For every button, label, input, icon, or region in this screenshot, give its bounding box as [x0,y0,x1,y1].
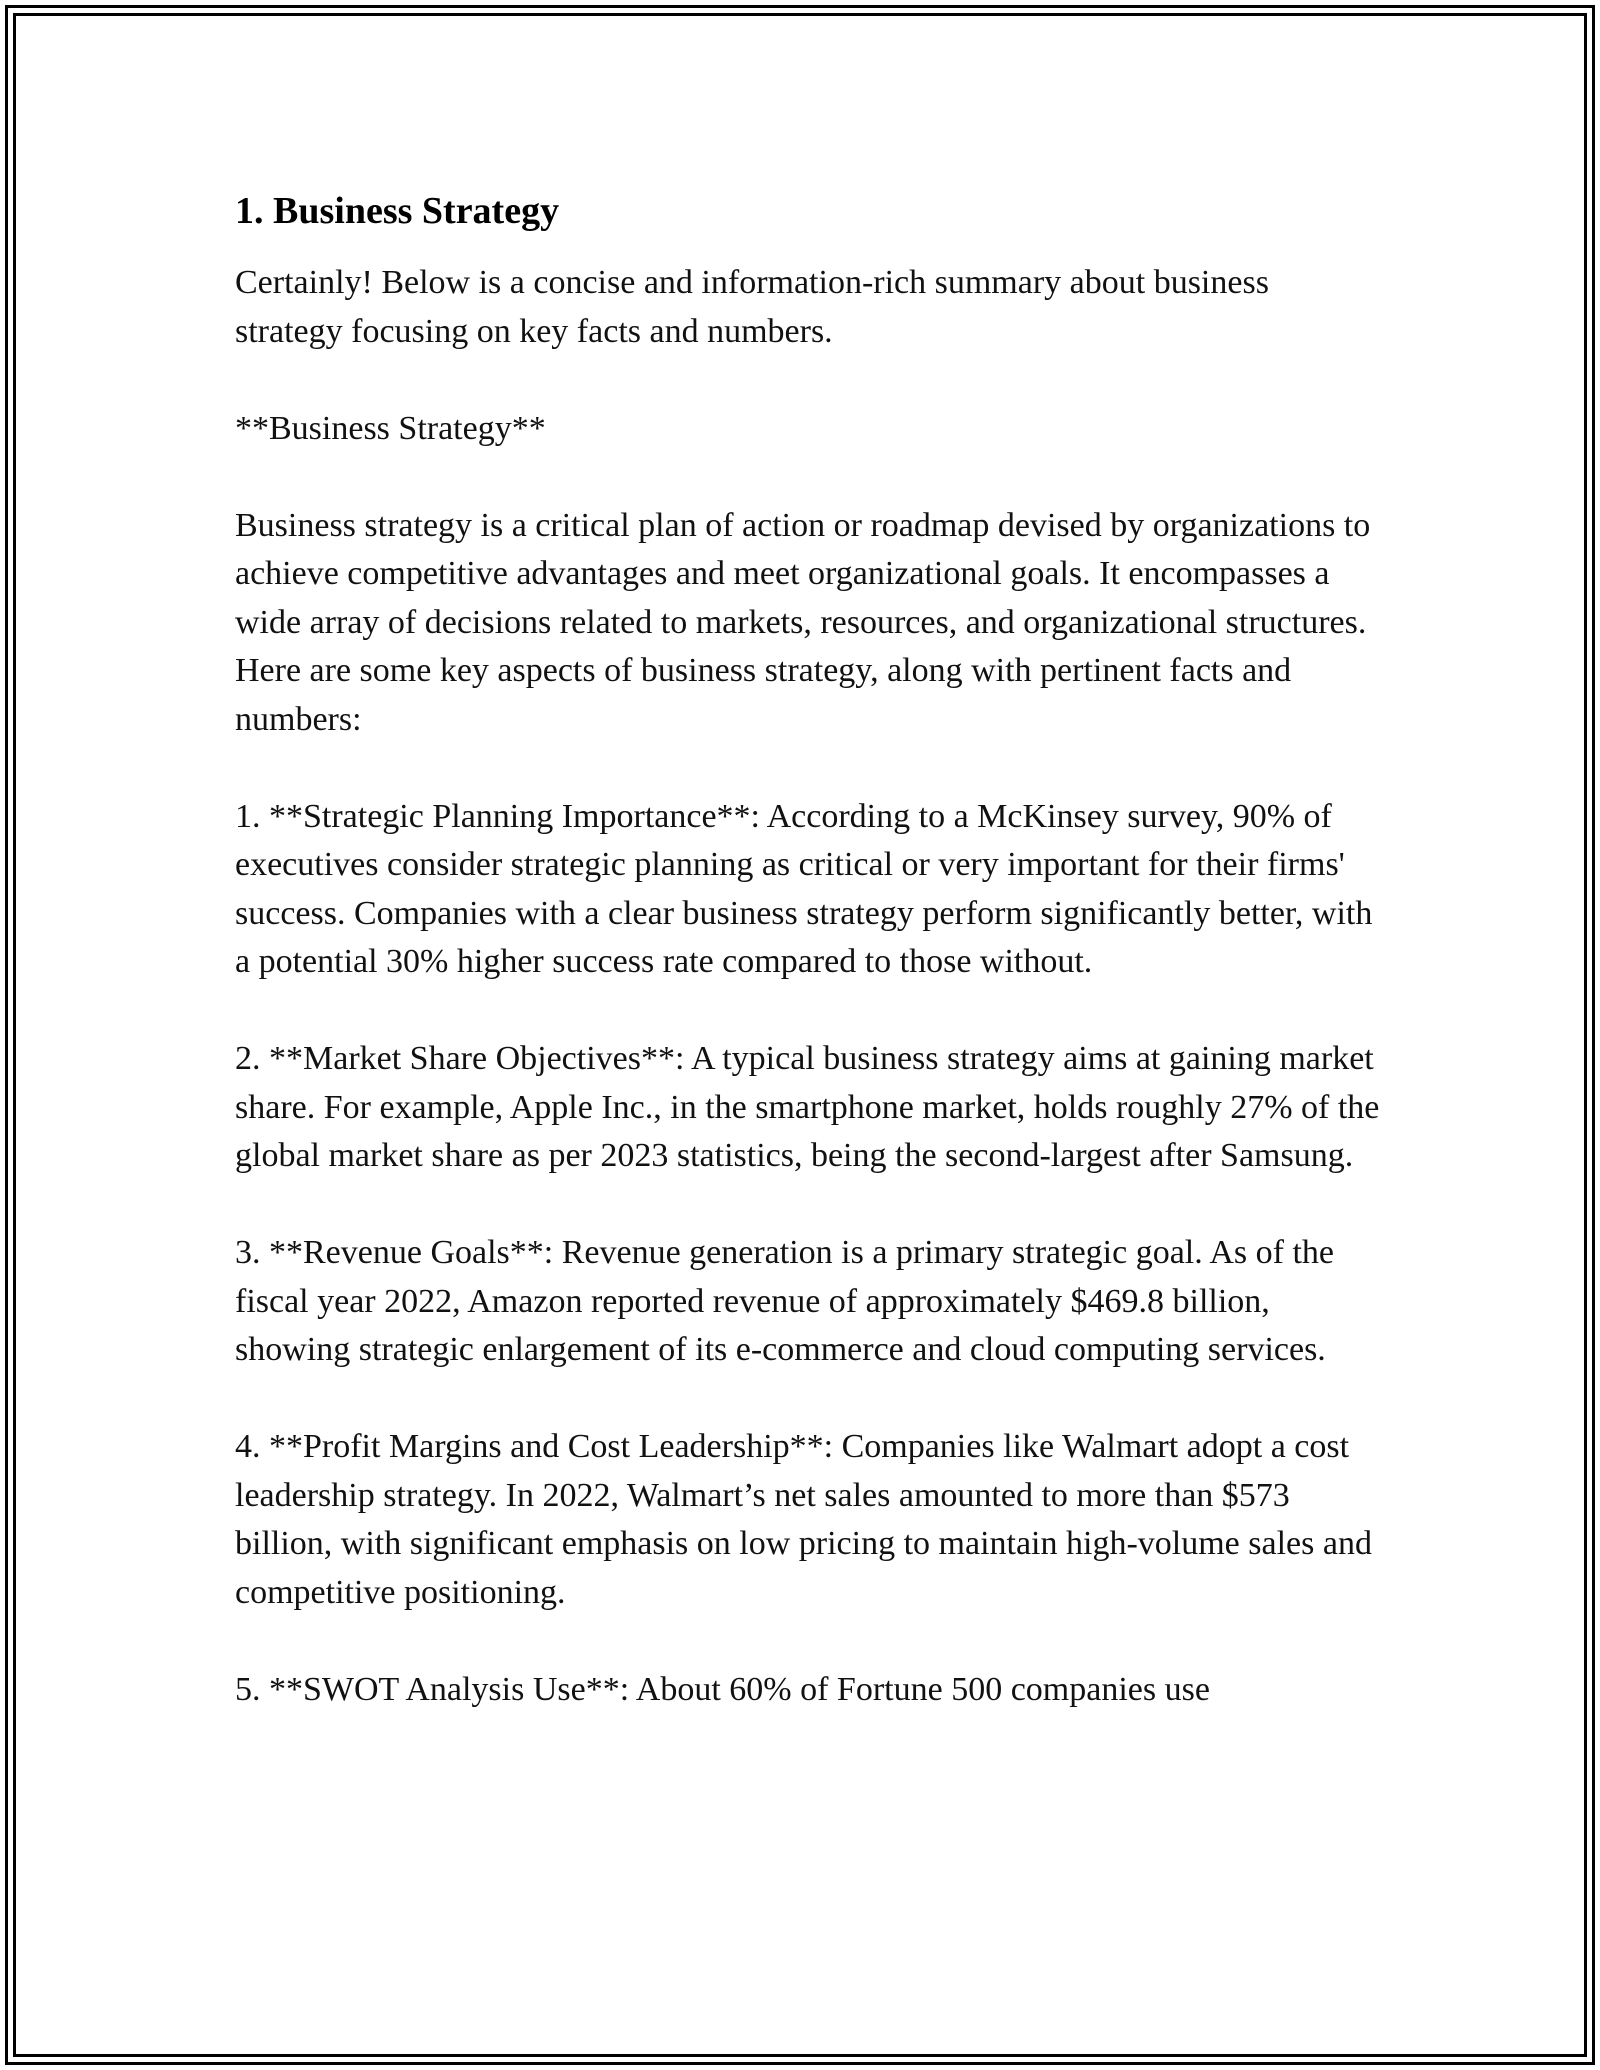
list-item-profit-margins: 4. **Profit Margins and Cost Leadership**: Companies like Walmart adopt a cost leadership strategy. In 2022, Walmart’s net sales amounted to more than $573 billion, with significant emphasis on low pricing to maintain high-volume sales and competitive positioning. [235,1428,1372,1611]
document-body [235,185,1385,1763]
subheading-paragraph: **Business Strategy** [235,409,546,447]
list-item-market-share: 2. **Market Share Objectives**: A typical business strategy aims at gaining market share. For example, Apple Inc., in the smartphone market, holds roughly 27% of the global market share as per 2023 statistics, being the second-largest after Samsung. [235,1040,1380,1174]
section-title: 1. Business Strategy [235,190,560,232]
intro-paragraph: Certainly! Below is a concise and information-rich summary about business strategy focusing on key facts and numbers. [235,264,1269,350]
overview-paragraph: Business strategy is a critical plan of action or roadmap devised by organizations to achieve competitive advantages and meet organizational goals. It encompasses a wide array of decisions related to markets, resources, and organizational structures. Here are some key aspects of business strategy, along with pertinent facts and numbers: [235,506,1371,738]
list-item-swot-analysis: 5. **SWOT Analysis Use**: About 60% of Fortune 500 companies use [235,1670,1210,1708]
list-item-revenue-goals: 3. **Revenue Goals**: Revenue generation is a primary strategic goal. As of the fiscal year 2022, Amazon reported revenue of approximately $469.8 billion, showing strategic enlargement of its e-commerce and cloud computing services. [235,1234,1335,1368]
list-item-strategic-planning: 1. **Strategic Planning Importance**: According to a McKinsey survey, 90% of executives consider strategic planning as critical or very important for their firms' success. Companies with a clear business strategy perform significantly better, with a potential 30% higher success rate compared to those without. [235,797,1373,980]
